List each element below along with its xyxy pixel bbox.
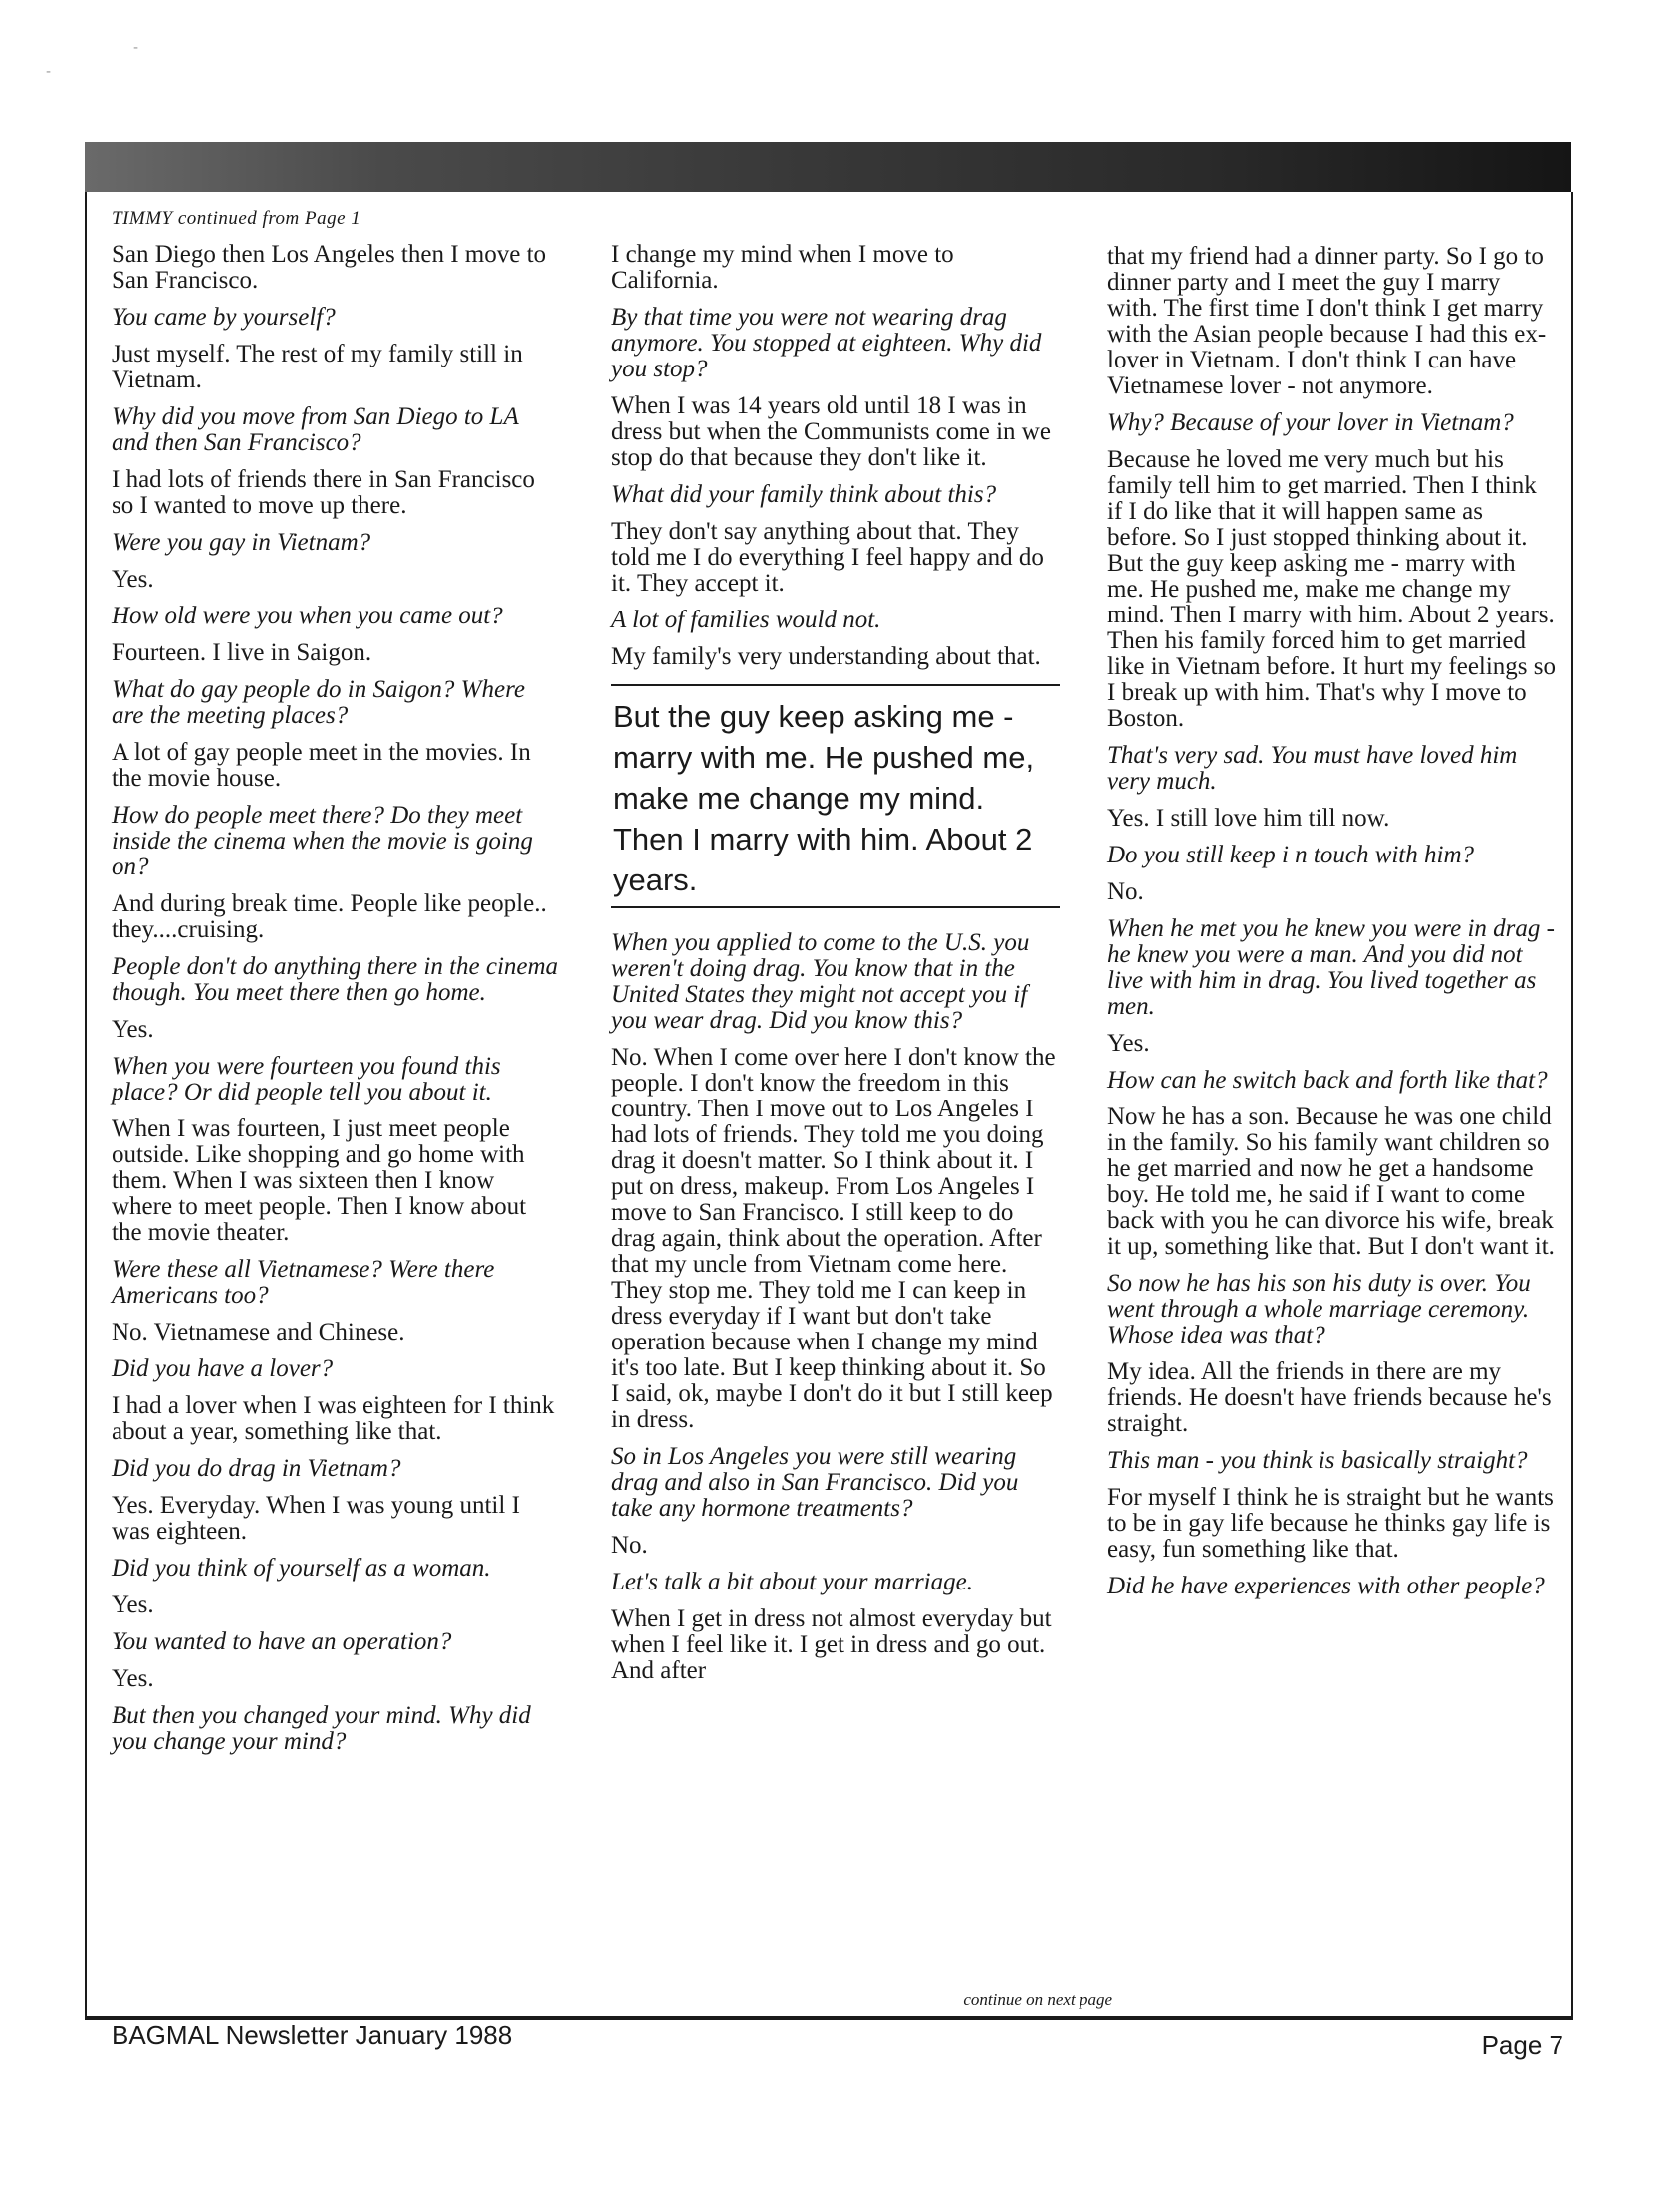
interview-answer: No. Vietnamese and Chinese. [112,1319,405,1345]
interview-answer: Yes. [1107,1030,1150,1057]
header-bar [85,142,1571,192]
scan-mark: - [133,40,139,56]
interview-answer: When I was fourteen, I just meet people outside. Like shopping and go home with them. When I was sixteen then I know where to meet people. Then I know about the movie theater. [112,1115,527,1246]
interview-question: People don't do anything there in the cinema though. You meet there then go home. [112,953,559,1006]
interview-answer: Because he loved me very much but his family tell him to get married. Then I think if I do like that it will happen same as before. So I just stopped thinking about it. But the guy keep asking me - marry with me. He pushed me, make me change my mind. Then I marry with him. About 2 years. Then his family forced him to get married like in Vietnam before. It hurt my feelings so I break up with him. That's why I move to Boston. [1107,446,1557,732]
interview-answer: My idea. All the friends in there are my friends. He doesn't have friends because he's straight. [1107,1358,1552,1437]
interview-answer: No. [611,1532,648,1559]
column-2-body-top [611,242,1060,670]
column-1 [112,206,560,1766]
interview-question: But then you changed your mind. Why did you change your mind? [112,1702,531,1755]
interview-answer: For myself I think he is straight but he wants to be in gay life because he thinks gay life is easy, fun something like that. [1107,1484,1554,1563]
interview-question: Why did you move from San Diego to LA and then San Francisco? [112,403,519,456]
interview-answer: And during break time. People like people.. they....cruising. [112,890,547,943]
column-3-body [1107,244,1556,1599]
interview-question: So in Los Angeles you were still wearing drag and also in San Francisco. Did you take any hormone treatments? [611,1443,1019,1522]
interview-question: That's very sad. You must have loved him very much. [1107,742,1518,795]
interview-answer: They don't say anything about that. They told me I do everything I feel happy and do it. They accept it. [611,518,1044,597]
interview-question: What did your family think about this? [611,481,997,508]
interview-answer: Yes. I still love him till now. [1107,805,1390,832]
interview-question: When you were fourteen you found this place? Or did people tell you about it. [112,1053,501,1105]
interview-question: Did you do drag in Vietnam? [112,1455,401,1482]
interview-question: What do gay people do in Saigon? Where are the meeting places? [112,676,525,729]
interview-question: How old were you when you came out? [112,603,503,629]
interview-question: Did he have experiences with other people? [1107,1573,1545,1599]
interview-answer: Yes. Everyday. When I was young until I was eighteen. [112,1492,520,1545]
footer-newsletter-title: BAGMAL Newsletter January 1988 [112,2020,513,2050]
interview-answer: Yes. [112,1665,154,1692]
interview-answer: A lot of gay people meet in the movies. In the movie house. [112,739,531,792]
interview-answer: Yes. [112,1591,154,1618]
interview-answer: I had lots of friends there in San Francisco so I wanted to move up there. [112,466,535,519]
continue-note: continue on next page [963,1990,1112,2009]
interview-question: Do you still keep i n touch with him? [1107,842,1475,868]
interview-answer: I had a lover when I was eighteen for I think about a year, something like that. [112,1392,555,1445]
interview-question: Why? Because of your lover in Vietnam? [1107,409,1514,436]
interview-question: When you applied to come to the U.S. you weren't doing drag. You know that in the United States they might not accept you if you wear drag. Did you know this? [611,929,1030,1034]
interview-question: You came by yourself? [112,304,336,331]
column-2 [611,242,1060,1695]
pull-quote: But the guy keep asking me - marry with me. He pushed me, make me change my mind. Then I marry with him. About 2 years. [611,684,1060,908]
running-head: TIMMY continued from Page 1 [112,208,361,229]
interview-answer: San Diego then Los Angeles then I move to San Francisco. [112,241,547,294]
interview-question: Let's talk a bit about your marriage. [611,1569,973,1595]
interview-answer: When I get in dress not almost everyday but when I feel like it. I get in dress and go out. And after [611,1605,1052,1684]
interview-answer: Now he has a son. Because he was one child in the family. So his family want children so he get married and now he get a handsome boy. He told me, he said if I want to come back with you he can divorce his wife, break it up, something like that. But I don't want it. [1107,1103,1555,1260]
interview-question: This man - you think is basically straight? [1107,1447,1528,1474]
column-3 [1107,244,1556,1610]
interview-question: You wanted to have an operation? [112,1628,452,1655]
interview-question: So now he has his son his duty is over. You went through a whole marriage ceremony. Whose idea was that? [1107,1270,1531,1348]
interview-question: How do people meet there? Do they meet inside the cinema when the movie is going on? [112,802,533,880]
interview-question: When he met you he knew you were in drag - he knew you were a man. And you did not live with him in drag. You lived together as men. [1107,915,1555,1020]
footer-rule [85,2016,1571,2018]
column-1-body [112,242,560,1755]
interview-question: Were these all Vietnamese? Were there Americans too? [112,1256,495,1309]
scan-mark: - [46,64,52,80]
column-2-body-bottom [611,930,1060,1684]
interview-question: Were you gay in Vietnam? [112,529,371,556]
interview-question: By that time you were not wearing drag anymore. You stopped at eighteen. Why did you stop? [611,304,1042,382]
interview-question: Did you have a lover? [112,1355,334,1382]
interview-answer: Yes. [112,566,154,593]
interview-question: How can he switch back and forth like that? [1107,1067,1548,1094]
interview-answer: No. When I come over here I don't know the people. I don't know the freedom in this country. Then I move out to Los Angeles I had lots of friends. They told me you doing drag it doesn't matter. So I think about it. I put on dress, makeup. From Los Angeles I move to San Francisco. I still keep to do drag again, think about the operation. After that my uncle from Vietnam come here. They stop me. They told me I can keep in dress everyday if I want but don't take operation because when I change my mind it's too late. But I keep thinking about it. So I said, ok, maybe I don't do it but I still keep in dress. [611,1044,1056,1433]
interview-answer: When I was 14 years old until 18 I was in dress but when the Communists come in we stop do that because they don't like it. [611,392,1051,471]
interview-answer: Yes. [112,1016,154,1043]
interview-answer: Just myself. The rest of my family still in Vietnam. [112,341,523,393]
footer-page-number: Page 7 [1481,2030,1563,2060]
interview-answer: No. [1107,878,1144,905]
interview-question: A lot of families would not. [611,607,881,633]
interview-answer: Fourteen. I live in Saigon. [112,639,372,666]
interview-answer: that my friend had a dinner party. So I go to dinner party and I meet the guy I marry with. The first time I don't think I get marry with the Asian people because I had this ex-lover in Vietnam. I don't think I can have Vietnamese lover - not anymore. [1107,243,1547,399]
interview-answer: I change my mind when I move to California. [611,241,954,294]
interview-answer: My family's very understanding about that. [611,643,1041,670]
interview-question: Did you think of yourself as a woman. [112,1555,491,1582]
